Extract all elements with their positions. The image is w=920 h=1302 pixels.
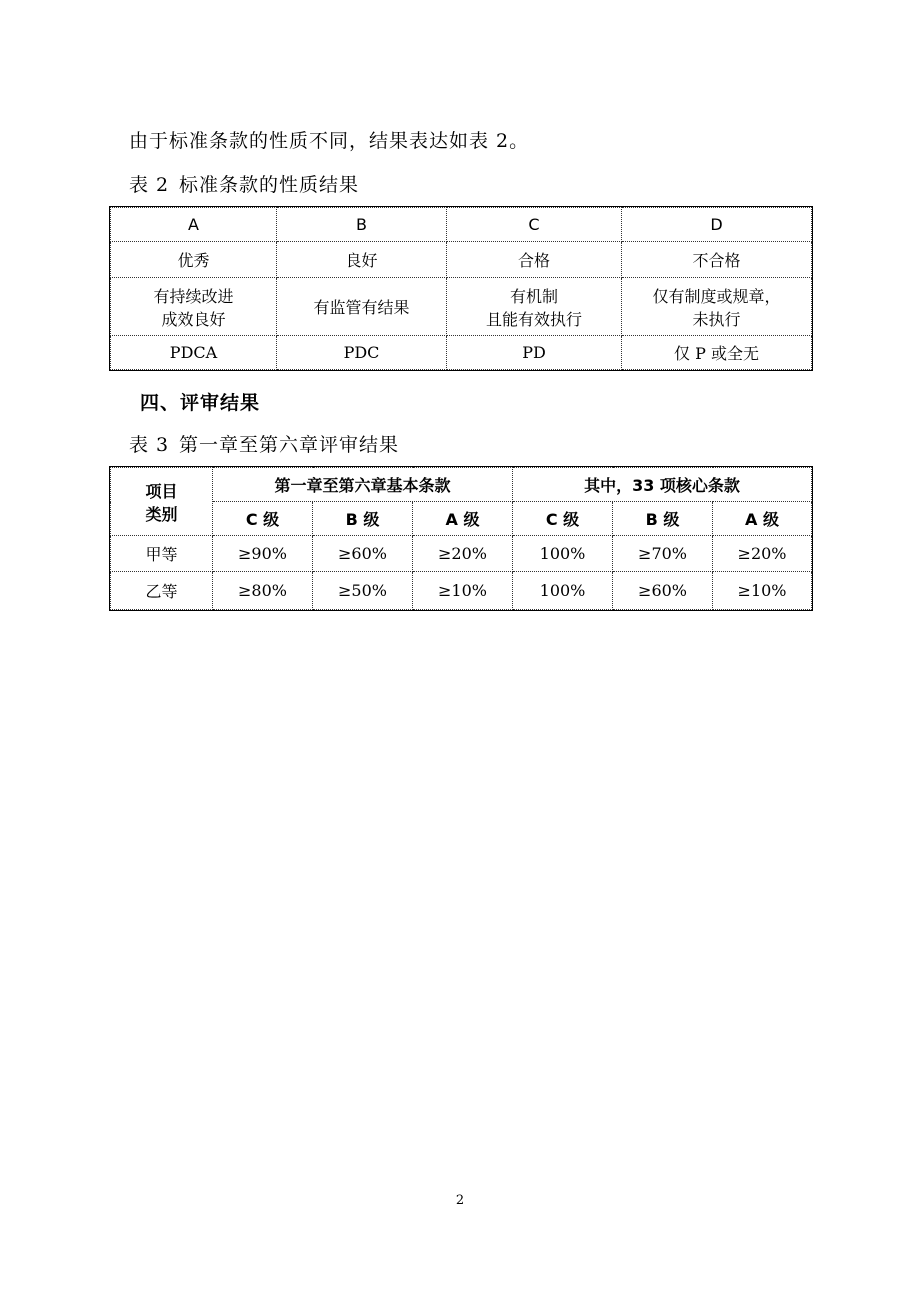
cell-line: 有持续改进: [153, 286, 234, 306]
table3-caption: [129, 430, 399, 457]
table-cell: PDC: [277, 336, 447, 370]
table-cell: ≥80%: [213, 572, 313, 610]
page-number: 2: [455, 1193, 465, 1208]
level-header-cell: C 级: [213, 502, 313, 536]
header-cell-b: B: [277, 208, 447, 242]
level-header-cell: B 级: [613, 502, 713, 536]
table-cell: ≥20%: [413, 536, 513, 572]
table2-caption: [129, 170, 359, 197]
cell-line: 有监管有结果: [313, 298, 410, 317]
table-cell: 良好: [277, 242, 447, 278]
intro-paragraph: 由于标准条款的性质不同，结果表达如表 2。: [129, 130, 530, 152]
table-cell: PD: [447, 336, 622, 370]
row-label-cell: 甲等: [111, 536, 213, 572]
section-heading: 四、评审结果: [140, 392, 261, 414]
corner-header-cell: [111, 468, 213, 536]
table-row: [111, 208, 812, 242]
table-cell: [277, 278, 447, 336]
group-header-basic: 第一章至第六章基本条款: [213, 468, 513, 502]
table-cell: 不合格: [622, 242, 812, 278]
cell-line: 成效良好: [161, 309, 226, 329]
table-cell: 优秀: [111, 242, 277, 278]
table2-title: 标准条款的性质结果: [179, 174, 360, 196]
table-row: [111, 468, 812, 502]
table-cell: 100%: [513, 572, 613, 610]
table-cell: [111, 278, 277, 336]
corner-line: 类别: [145, 504, 178, 524]
table-row: [111, 242, 812, 278]
header-cell-a: A: [111, 208, 277, 242]
cell-line: 未执行: [692, 309, 741, 329]
row-label-cell: 乙等: [111, 572, 213, 610]
cell-line: 仅有制度或规章，: [652, 286, 781, 306]
table-cell: ≥70%: [613, 536, 713, 572]
table-cell: 合格: [447, 242, 622, 278]
cell-line: 且能有效执行: [485, 309, 582, 329]
table-cell: ≥10%: [713, 572, 812, 610]
cell-line: 有机制: [509, 286, 558, 306]
table-row: [111, 336, 812, 370]
table3-number: 表 3: [129, 434, 170, 456]
table-cell: ≥20%: [713, 536, 812, 572]
table-cell: 100%: [513, 536, 613, 572]
table-cell: ≥90%: [213, 536, 313, 572]
table-cell: ≥10%: [413, 572, 513, 610]
table-cell: PDCA: [111, 336, 277, 370]
table-cell: ≥60%: [313, 536, 413, 572]
table-row: [111, 502, 812, 536]
table-row: [111, 278, 812, 336]
level-header-cell: B 级: [313, 502, 413, 536]
table-row: [111, 572, 812, 610]
table-cell: ≥60%: [613, 572, 713, 610]
table-cell: ≥50%: [313, 572, 413, 610]
level-header-cell: A 级: [413, 502, 513, 536]
table-cell: [622, 278, 812, 336]
group-header-core: 其中，33 项核心条款: [513, 468, 812, 502]
header-cell-c: C: [447, 208, 622, 242]
table-row: [111, 536, 812, 572]
level-header-cell: A 级: [713, 502, 812, 536]
corner-line: 项目: [145, 481, 178, 501]
review-result-table: [110, 467, 812, 610]
table3-title: 第一章至第六章评审结果: [179, 434, 400, 456]
level-header-cell: C 级: [513, 502, 613, 536]
header-cell-d: D: [622, 208, 812, 242]
quality-result-table: [110, 207, 812, 370]
table2-number: 表 2: [129, 174, 170, 196]
table-cell: [447, 278, 622, 336]
table-cell: 仅 P 或全无: [622, 336, 812, 370]
